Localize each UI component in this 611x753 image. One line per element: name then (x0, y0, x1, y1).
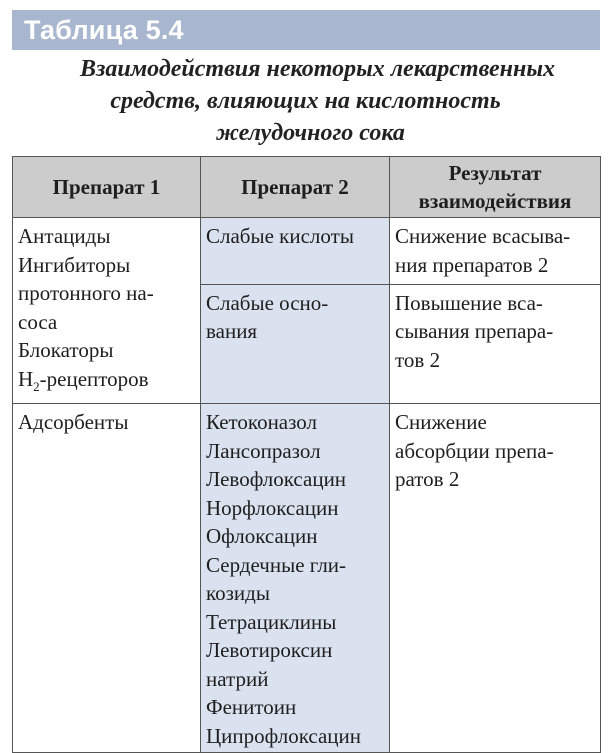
result-cell (390, 218, 601, 285)
result-cell (390, 404, 601, 753)
result-line: Снижение (395, 410, 487, 435)
drug2-line: Лансопразол (206, 438, 321, 463)
result-line: ния препаратов 2 (395, 252, 549, 277)
column-header-drug-1: Препарат 1 (13, 157, 201, 218)
drug2-line: Сердечные гли- (206, 552, 347, 577)
column-header-result-line-2: взаимодействия (418, 189, 572, 213)
drug2-line: Норфлоксацин (206, 495, 339, 520)
drug2-line: Офлоксацин (206, 524, 318, 549)
result-cell (390, 284, 601, 404)
caption-line-3: желудочного сока (216, 120, 405, 146)
drug2-line: Фенитоин (206, 695, 297, 720)
drug2-line: вания (206, 319, 258, 344)
drug2-weak-bases-cell (201, 284, 390, 404)
h2-prefix: H (18, 366, 34, 391)
drug2-line: козиды (206, 581, 270, 606)
drug1-line: Адсорбенты (18, 410, 129, 435)
table-caption (0, 53, 611, 149)
column-header-drug-2: Препарат 2 (201, 157, 390, 218)
drug2-line: Левофлоксацин (206, 467, 347, 492)
drug1-line: Блокаторы (18, 338, 114, 362)
result-line: абсорбции препа- (395, 438, 554, 463)
drug1-line: Антациды (18, 224, 111, 248)
table-row (13, 218, 601, 285)
column-header-result-line-1: Результат (448, 161, 542, 185)
result-line: Снижение всасыва- (395, 224, 571, 248)
caption-line-1: Взаимодействия некоторых лекарственных (80, 56, 555, 82)
h2-suffix: -рецепторов (39, 366, 149, 391)
drug2-line: Слабые кислоты (206, 224, 354, 248)
header-row (13, 157, 601, 218)
column-header-result (390, 157, 601, 218)
drug2-line: натрий (206, 666, 269, 691)
caption-line-2: средств, влияющих на кислотность (110, 88, 501, 114)
drug1-antacids-cell (13, 218, 201, 404)
result-line: ратов 2 (395, 467, 460, 492)
drug2-line: Кетоконазол (206, 410, 317, 435)
result-line: сывания препара- (395, 319, 554, 344)
interaction-table (12, 156, 601, 753)
result-line: тов 2 (395, 347, 441, 372)
drug1-line: протонного на- (18, 281, 154, 305)
drug2-line: Слабые осно- (206, 290, 329, 315)
drug1-adsorbents-cell (13, 404, 201, 753)
drug2-line: Левотироксин (206, 638, 333, 663)
table-number: Таблица 5.4 (24, 15, 184, 45)
result-line: Повышение вса- (395, 290, 543, 315)
drug2-line: Тетрациклины (206, 609, 337, 634)
drug2-weak-acids-cell (201, 218, 390, 285)
drug1-line: Ингибиторы (18, 252, 131, 277)
drug2-line: Ципрофлоксацин (206, 723, 361, 748)
drug2-list-cell (201, 404, 390, 753)
drug1-h2-line (18, 365, 195, 402)
drug1-line: соса (18, 309, 58, 334)
h2-subscript: 2 (33, 378, 40, 394)
table-row (13, 404, 601, 753)
